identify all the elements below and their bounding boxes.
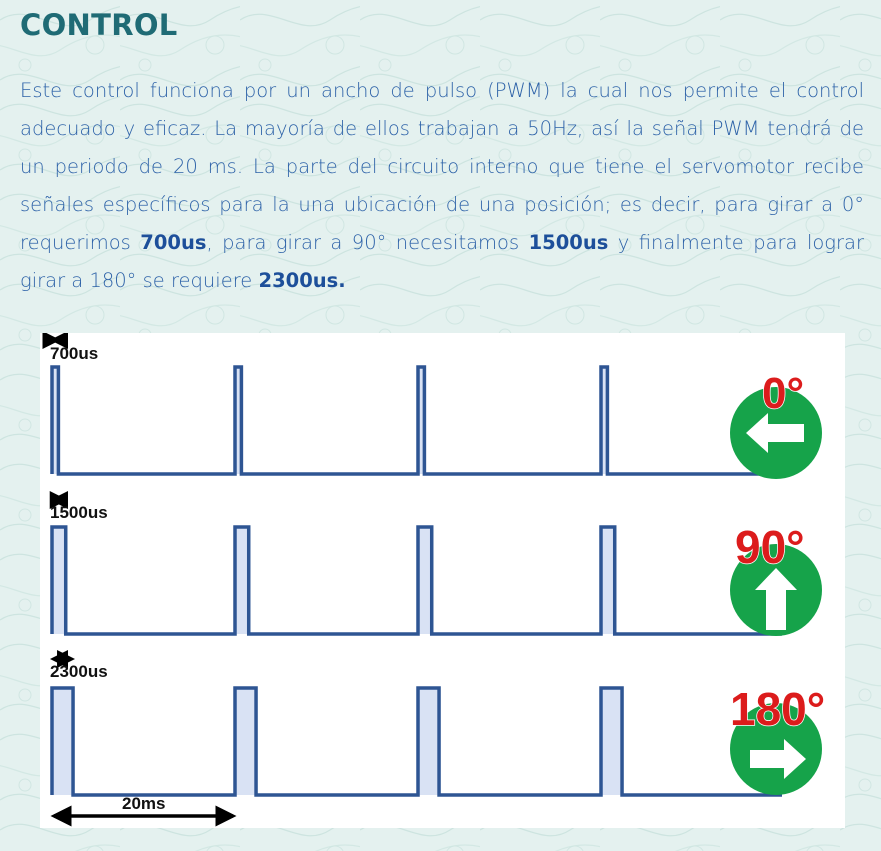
pulse-fill — [235, 527, 249, 634]
pwm-diagram-svg — [40, 333, 845, 828]
pulse-fill — [418, 688, 439, 795]
desc-bold-700us: 700us — [140, 231, 207, 254]
angle-label: 0° — [762, 369, 805, 418]
pulse-width-label: 2300us — [50, 662, 108, 681]
desc-bold-1500us: 1500us — [528, 231, 609, 254]
period-label: 20ms — [122, 794, 166, 813]
pwm-diagram — [40, 333, 845, 828]
pulse-fill — [601, 527, 615, 634]
page-title: CONTROL — [20, 8, 178, 42]
desc-text-1: Este control funciona por un ancho de pulso (PWM) la cual nos permite el control adecuado y eficaz. La mayoría de ellos trabajan a 50Hz, así la señal PWM tendrá de un periodo de 20 ms. La parte del circuito interno que tiene el servomotor recibe señales específicos para la una ubicación de una posición; es decir, para girar a 0° requerimos — [20, 79, 864, 254]
angle-label: 180° — [730, 683, 826, 735]
desc-text-3: y finalmente para lograr girar a 180° se requiere — [20, 231, 864, 292]
pwm-signal-line — [52, 688, 782, 795]
pulse-width-label: 700us — [50, 344, 99, 363]
pulse-fill — [52, 527, 66, 634]
angle-label: 90° — [735, 521, 805, 573]
pulse-fill — [52, 688, 73, 795]
pwm-signal-line — [52, 527, 782, 634]
desc-bold-2300us: 2300us. — [258, 269, 346, 292]
description-paragraph — [20, 72, 864, 300]
pulse-fill — [418, 527, 432, 634]
pulse-width-label: 1500us — [50, 503, 108, 522]
desc-text-2: , para girar a 90° necesitamos — [206, 231, 529, 254]
pulse-fill — [235, 688, 256, 795]
pulse-fill — [601, 688, 622, 795]
pwm-signal-line — [52, 367, 782, 474]
